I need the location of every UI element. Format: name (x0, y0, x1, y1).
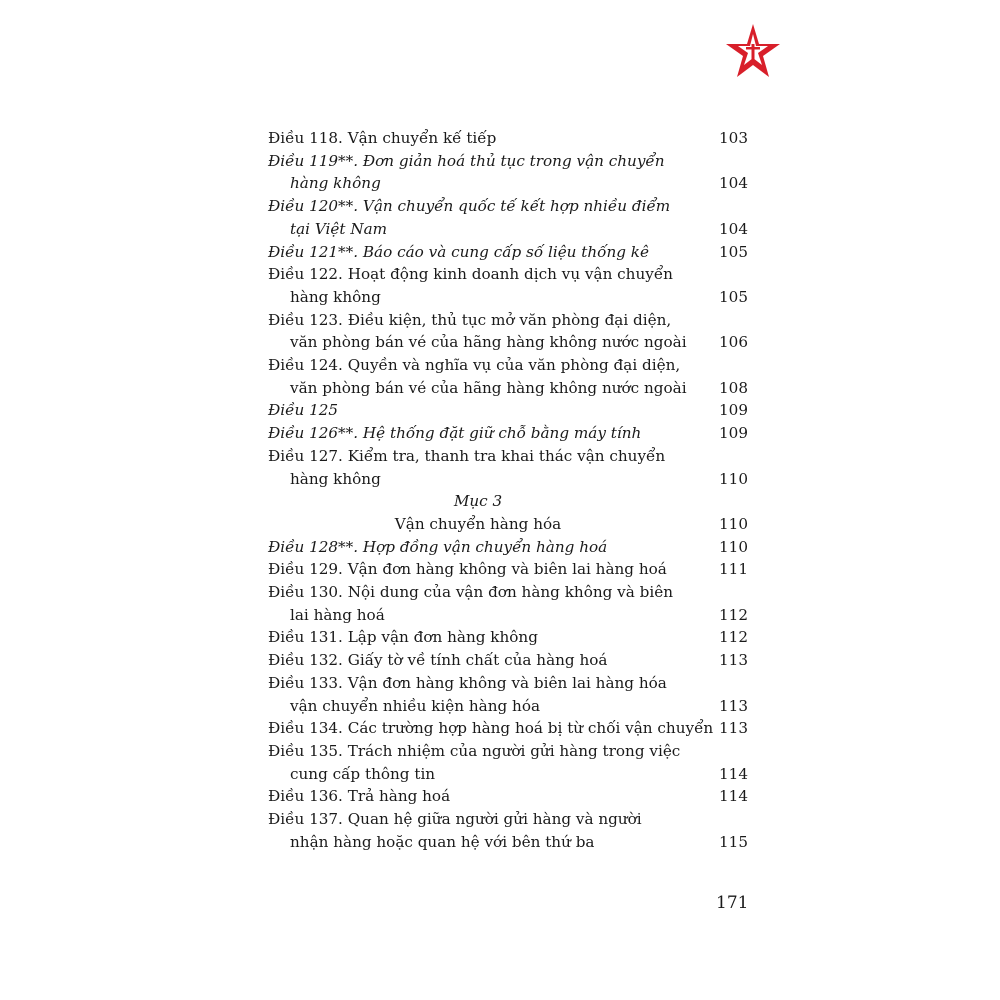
toc-entry-page: 110 (719, 469, 748, 488)
toc-entry (268, 740, 748, 785)
publisher-logo (722, 22, 784, 84)
toc-entry-title-line: văn phòng bán vé của hãng hàng không nước ngoài (290, 333, 687, 352)
toc-entry (268, 536, 748, 559)
toc-entry-title-line: văn phòng bán vé của hãng hàng không nước ngoài (290, 378, 687, 397)
toc-entry-title-line: Điều 137. Quan hệ giữa người gửi hàng và người (268, 810, 642, 829)
toc-entry (268, 309, 748, 354)
toc-entry-title-line: Điều 125 (268, 401, 339, 420)
toc-entry (268, 672, 748, 717)
toc-entry-page: 104 (719, 219, 748, 238)
toc-entry (268, 581, 748, 626)
toc-entry-title-line: Điều 130. Nội dung của vận đơn hàng không và biên (268, 583, 673, 602)
toc-entry-page: 104 (719, 174, 748, 193)
toc-entry-title-line: Điều 121**. Báo cáo và cung cấp số liệu thống kê (268, 242, 649, 261)
section-page: 110 (719, 514, 748, 533)
toc-entry-title-line: vận chuyển nhiều kiện hàng hóa (290, 696, 541, 715)
toc-entry-page: 113 (719, 696, 748, 715)
toc-entry-page: 115 (719, 832, 748, 851)
toc-entry (268, 127, 748, 150)
page-number: 171 (716, 893, 749, 913)
toc-entry-title-line: hàng không (290, 174, 381, 193)
toc-entry-title-line: Điều 132. Giấy tờ về tính chất của hàng hoá (268, 651, 608, 670)
toc-entry-title-line: Điều 126**. Hệ thống đặt giữ chỗ bằng máy tính (268, 424, 642, 443)
toc-entry-page: 109 (719, 401, 748, 420)
toc-entry-title-line: cung cấp thông tin (290, 764, 436, 783)
toc-entry (268, 808, 748, 853)
toc-entry-page: 103 (719, 129, 748, 147)
toc-entry (268, 150, 748, 195)
toc-entry-page: 114 (719, 764, 748, 783)
toc-entry-page: 114 (719, 787, 748, 806)
toc-entry-page: 111 (719, 560, 748, 579)
section-heading: Mục 3 (453, 492, 503, 511)
toc-entry-title-line: Điều 127. Kiểm tra, thanh tra khai thác vận chuyển (268, 446, 666, 465)
toc-entry-title-line: nhận hàng hoặc quan hệ với bên thứ ba (290, 832, 595, 851)
section-title: Vận chuyển hàng hóa (394, 514, 562, 533)
toc-entry-page: 113 (719, 651, 748, 670)
toc-entry-title-line: Điều 133. Vận đơn hàng không và biên lai hàng hóa (268, 673, 667, 692)
toc-entry-page: 105 (719, 242, 748, 261)
section-title-entry (268, 513, 748, 536)
toc-entry-title-line: hàng không (290, 469, 381, 488)
toc-entry (268, 422, 748, 445)
toc-entry-title-line: tại Việt Nam (290, 219, 388, 238)
toc-entry (268, 263, 748, 308)
toc-entry-title-line: Điều 129. Vận đơn hàng không và biên lai hàng hoá (268, 560, 667, 579)
toc-entry-page: 109 (719, 424, 748, 443)
toc-entry-title-line: lai hàng hoá (290, 605, 385, 624)
toc-entry-page: 112 (719, 605, 748, 624)
toc-entry (268, 717, 748, 740)
toc-entry-page: 108 (719, 378, 748, 397)
toc-entry (268, 354, 748, 399)
toc-entry-page: 112 (719, 628, 748, 647)
toc-entry (268, 399, 748, 422)
toc-entry-title-line: Điều 136. Trả hàng hoá (268, 787, 451, 806)
toc-entry-title-line: Điều 128**. Hợp đồng vận chuyển hàng hoá (268, 537, 608, 556)
toc-entry-title-line: Điều 122. Hoạt động kinh doanh dịch vụ vận chuyển (268, 265, 673, 284)
toc-entry-title-line: Điều 120**. Vận chuyển quốc tế kết hợp nhiều điểm (268, 197, 671, 216)
toc-entry (268, 445, 748, 490)
toc-entry-title-line: Điều 119**. Đơn giản hoá thủ tục trong vận chuyển (268, 151, 665, 170)
toc-entry (268, 241, 748, 264)
toc-entry-title-line: Điều 131. Lập vận đơn hàng không (268, 628, 538, 647)
toc-entry-title-line: Điều 135. Trách nhiệm của người gửi hàng trong việc (268, 741, 681, 760)
toc-entry-title-line: Điều 118. Vận chuyển kế tiếp (268, 129, 497, 147)
toc-entry-page: 110 (719, 537, 748, 556)
toc-entry-page: 105 (719, 287, 748, 306)
toc-entry-title-line: Điều 124. Quyền và nghĩa vụ của văn phòng đại diện, (268, 356, 681, 375)
table-of-contents (268, 127, 748, 854)
toc-entry-title-line: hàng không (290, 287, 381, 306)
toc-entry-title-line: Điều 123. Điều kiện, thủ tục mở văn phòng đại diện, (268, 310, 672, 329)
toc-entry (268, 195, 748, 240)
toc-entry (268, 785, 748, 808)
toc-entry-page: 113 (719, 719, 748, 738)
toc-entry (268, 558, 748, 581)
star-emblem-icon (722, 22, 784, 84)
toc-entry-title-line: Điều 134. Các trường hợp hàng hoá bị từ chối vận chuyển (268, 719, 714, 738)
toc-entry-page: 106 (719, 333, 748, 352)
toc-entry (268, 626, 748, 649)
toc-entry (268, 649, 748, 672)
